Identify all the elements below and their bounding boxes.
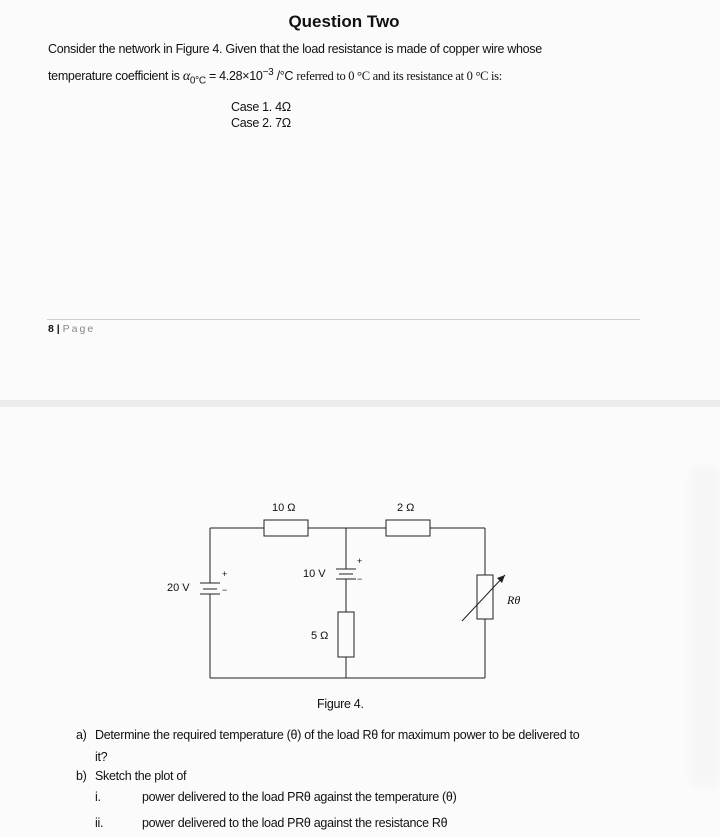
- minus-mid: −: [357, 574, 363, 584]
- resistor-5-ohm: [338, 612, 354, 657]
- alpha-symbol: α: [182, 69, 190, 85]
- part-b-text: Sketch the plot of: [95, 769, 187, 783]
- page-footer: [48, 323, 95, 335]
- label-source-10v: 10 V: [303, 568, 326, 580]
- part-a-label: a): [76, 728, 87, 742]
- label-r-mid: 5 Ω: [311, 630, 329, 642]
- footer-divider: [47, 319, 640, 320]
- part-a-text: Determine the required temperature (θ) of the load Rθ for maximum power to be delivered to: [95, 728, 580, 742]
- question-title: Question Two: [288, 12, 400, 31]
- part-b-label: b): [76, 769, 87, 783]
- case-2: Case 2. 7Ω: [231, 116, 291, 130]
- figure-caption: Figure 4.: [317, 697, 364, 711]
- label-load: Rθ: [507, 593, 521, 607]
- intro-line-1: Consider the network in Figure 4. Given that the load resistance is made of copper wire whose: [48, 42, 542, 56]
- intro-line-2-start: temperature coefficient is: [48, 69, 180, 84]
- resistor-2-ohm: [386, 520, 430, 536]
- page-label: Page: [62, 323, 96, 335]
- label-r1: 10 Ω: [272, 502, 296, 514]
- intro-line-2: [48, 67, 502, 87]
- intro-line-2-end: referred to 0 °C and its resistance at 0 °C is:: [296, 69, 502, 84]
- plus-left: +: [222, 569, 228, 579]
- coefficient-value: = 4.28×10: [208, 69, 263, 84]
- part-b-item-1-text: power delivered to the load PRθ against the temperature (θ): [142, 790, 457, 804]
- label-r2: 2 Ω: [397, 502, 415, 514]
- alpha-subscript: 0°C: [189, 75, 206, 87]
- case-1: Case 1. 4Ω: [231, 100, 291, 114]
- resistor-10-ohm: [264, 520, 308, 536]
- variable-arrow: [462, 575, 505, 621]
- document-page-9: [0, 407, 720, 837]
- part-a-text-cont: it?: [95, 750, 108, 764]
- label-source-20v: 20 V: [167, 582, 190, 594]
- document-page-8: [0, 0, 720, 400]
- page-separator: |: [56, 323, 60, 335]
- part-b-item-2-text: power delivered to the load PRθ against the resistance Rθ: [142, 816, 448, 830]
- plus-mid: +: [357, 556, 363, 566]
- minus-left: −: [222, 585, 228, 595]
- part-b-item-1-num: i.: [95, 790, 101, 804]
- coefficient-unit: /°C: [276, 69, 294, 84]
- part-b-item-2-num: ii.: [95, 816, 104, 830]
- coefficient-exponent: −3: [262, 67, 274, 78]
- page-number: 8: [48, 323, 54, 335]
